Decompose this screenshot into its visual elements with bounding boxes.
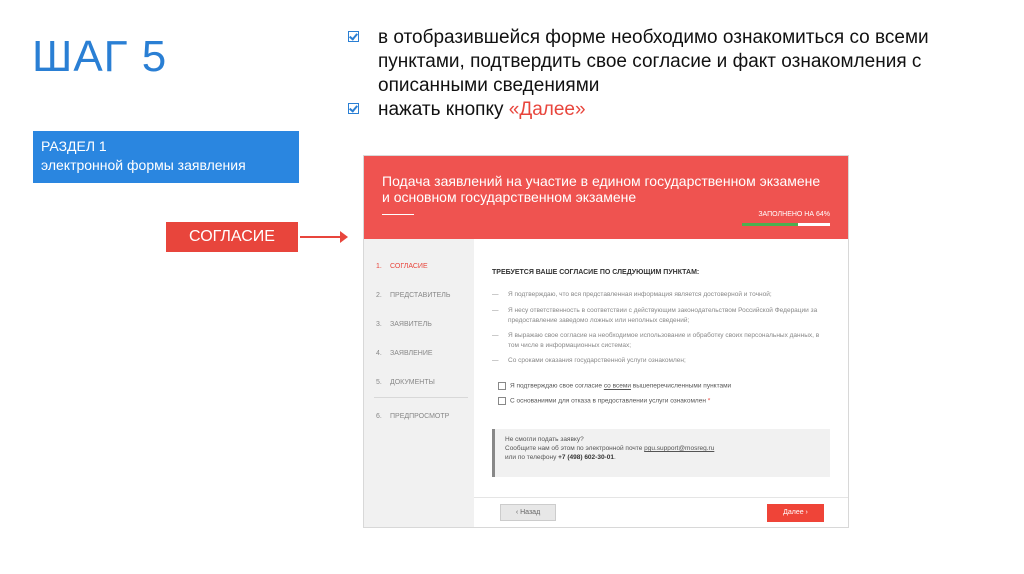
sidebar-item-documents[interactable]: 5. ДОКУМЕНТЫ <box>376 379 435 386</box>
arrow-right-icon <box>300 236 344 238</box>
section-label <box>33 131 299 183</box>
agree-all-checkbox[interactable] <box>498 382 506 390</box>
consent-callout: СОГЛАСИЕ <box>166 222 298 252</box>
sidebar-item-consent[interactable]: 1. СОГЛАСИЕ <box>376 263 428 270</box>
sidebar-item-preview[interactable]: 6. ПРЕДПРОСМОТР <box>376 413 450 420</box>
progress-label: ЗАПОЛНЕНО НА 64% <box>758 211 830 218</box>
checkbox-bullet-icon <box>348 103 359 114</box>
instruction-accent: «Далее» <box>508 99 586 120</box>
consent-point: — Я подтверждаю, что вся представленная информация является достоверной и точной; <box>492 291 772 298</box>
required-marker: * <box>707 397 711 405</box>
instruction-text: в отобразившейся форме необходимо ознакомиться со всеми пунктами, подтвердить свое согласие и факт ознакомления с описанными сведениями <box>378 27 929 96</box>
all-items-link[interactable]: со всеми <box>603 382 631 390</box>
help-title: Не смогли подать заявку? <box>505 436 584 443</box>
footer-divider <box>474 497 848 498</box>
form-header <box>364 156 848 239</box>
refusal-grounds-checkbox-row[interactable]: С основаниями для отказа в предоставлении услуги ознакомлен * <box>498 397 710 405</box>
instruction-text: нажать кнопку <box>378 99 509 120</box>
sidebar-item-applicant[interactable]: 3. ЗАЯВИТЕЛЬ <box>376 321 432 328</box>
instructions-list <box>348 26 968 122</box>
requirements-title: ТРЕБУЕТСЯ ВАШЕ СОГЛАСИЕ ПО СЛЕДУЮЩИМ ПУНКТАМ: <box>492 269 700 276</box>
step-title: ШАГ 5 <box>32 32 168 81</box>
consent-point: — Я несу ответственность в соответствии с действующим законодательством Российской Федерации за предоставление заведомо ложных или неполных сведений; <box>492 307 818 324</box>
section-label-line2: электронной формы заявления <box>41 157 246 173</box>
refusal-grounds-checkbox[interactable] <box>498 397 506 405</box>
sidebar-item-representative[interactable]: 2. ПРЕДСТАВИТЕЛЬ <box>376 292 451 299</box>
next-button[interactable]: Далее › <box>767 504 824 522</box>
sidebar <box>364 239 474 527</box>
help-box: Не смогли подать заявку? Сообщите нам об этом по электронной почте pgu.support@mosreg.ru или по телефону +7 (498) 602-30-01. <box>492 429 830 477</box>
checkbox-bullet-icon <box>348 31 359 42</box>
progress-bar-fill <box>742 223 798 226</box>
sidebar-divider <box>374 397 468 398</box>
agree-all-checkbox-row[interactable]: Я подтверждаю свое согласие со всеми вышеперечисленными пунктами <box>498 382 731 390</box>
form-title: Подача заявлений на участие в едином государственном экзамене и основном государственном экзамене <box>382 173 821 205</box>
consent-point: — Со сроками оказания государственной услуги ознакомлен; <box>492 357 686 364</box>
progress-bar <box>742 223 830 226</box>
support-phone: +7 (498) 602-30-01 <box>558 454 614 461</box>
title-underline <box>382 214 414 215</box>
instruction-item <box>348 26 968 98</box>
support-email-link[interactable]: pgu.support@mosreg.ru <box>644 445 715 452</box>
section-label-line1: РАЗДЕЛ 1 <box>41 138 107 154</box>
consent-point: — Я выражаю свое согласие на необходимое использование и обработку своих персональных данных, в том числе в информационных системах; <box>492 332 820 349</box>
instruction-item <box>348 98 968 122</box>
back-button[interactable]: ‹ Назад <box>500 504 556 521</box>
sidebar-item-application[interactable]: 4. ЗАЯВЛЕНИЕ <box>376 350 433 357</box>
form-screenshot <box>363 155 849 528</box>
